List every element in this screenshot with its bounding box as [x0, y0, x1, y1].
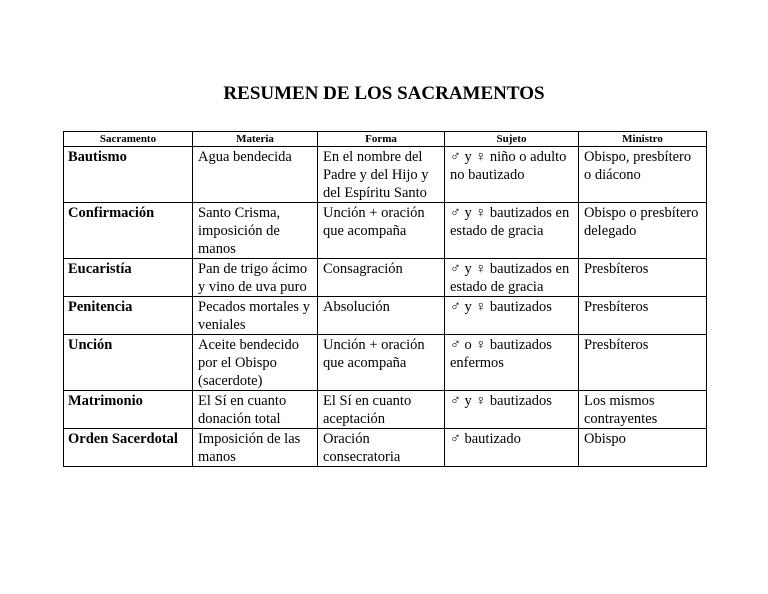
column-header-forma: Forma	[318, 132, 445, 147]
cell-materia: Imposición de las manos	[193, 429, 318, 467]
cell-sujeto: ♂ o ♀ bautizados enfermos	[445, 335, 579, 391]
cell-sacramento: Matrimonio	[64, 391, 193, 429]
column-header-sacramento: Sacramento	[64, 132, 193, 147]
table-row	[64, 335, 707, 391]
cell-ministro: Presbíteros	[579, 259, 707, 297]
cell-ministro: Obispo o presbítero delegado	[579, 203, 707, 259]
cell-sacramento: Penitencia	[64, 297, 193, 335]
cell-materia: Agua bendecida	[193, 147, 318, 203]
table-row	[64, 297, 707, 335]
cell-materia: Aceite bendecido por el Obispo (sacerdote)	[193, 335, 318, 391]
table-header-row	[64, 132, 707, 147]
cell-ministro: Obispo, presbítero o diácono	[579, 147, 707, 203]
cell-sujeto: ♂ y ♀ bautizados	[445, 297, 579, 335]
table-row	[64, 147, 707, 203]
table-row	[64, 259, 707, 297]
cell-sujeto: ♂ y ♀ bautizados	[445, 391, 579, 429]
cell-materia: Pecados mortales y veniales	[193, 297, 318, 335]
cell-ministro: Obispo	[579, 429, 707, 467]
cell-materia: Pan de trigo ácimo y vino de uva puro	[193, 259, 318, 297]
cell-forma: En el nombre del Padre y del Hijo y del Espíritu Santo	[318, 147, 445, 203]
cell-sujeto: ♂ y ♀ niño o adulto no bautizado	[445, 147, 579, 203]
table-row	[64, 391, 707, 429]
cell-forma: El Sí en cuanto aceptación	[318, 391, 445, 429]
page-title: RESUMEN DE LOS SACRAMENTOS	[223, 83, 545, 104]
cell-sacramento: Unción	[64, 335, 193, 391]
cell-sacramento: Orden Sacerdotal	[64, 429, 193, 467]
cell-forma: Unción + oración que acompaña	[318, 335, 445, 391]
cell-sujeto: ♂ y ♀ bautizados en estado de gracia	[445, 259, 579, 297]
cell-forma: Unción + oración que acompaña	[318, 203, 445, 259]
cell-forma: Oración consecratoria	[318, 429, 445, 467]
column-header-ministro: Ministro	[579, 132, 707, 147]
table-row	[64, 203, 707, 259]
cell-sacramento: Confirmación	[64, 203, 193, 259]
sacraments-table	[63, 131, 707, 467]
cell-sujeto: ♂ bautizado	[445, 429, 579, 467]
table-row	[64, 429, 707, 467]
cell-materia: El Sí en cuanto donación total	[193, 391, 318, 429]
cell-materia: Santo Crisma, imposición de manos	[193, 203, 318, 259]
cell-sacramento: Bautismo	[64, 147, 193, 203]
cell-sacramento: Eucaristía	[64, 259, 193, 297]
cell-forma: Absolución	[318, 297, 445, 335]
cell-ministro: Presbíteros	[579, 297, 707, 335]
column-header-sujeto: Sujeto	[445, 132, 579, 147]
cell-ministro: Los mismos contrayentes	[579, 391, 707, 429]
cell-forma: Consagración	[318, 259, 445, 297]
column-header-materia: Materia	[193, 132, 318, 147]
cell-ministro: Presbíteros	[579, 335, 707, 391]
cell-sujeto: ♂ y ♀ bautizados en estado de gracia	[445, 203, 579, 259]
